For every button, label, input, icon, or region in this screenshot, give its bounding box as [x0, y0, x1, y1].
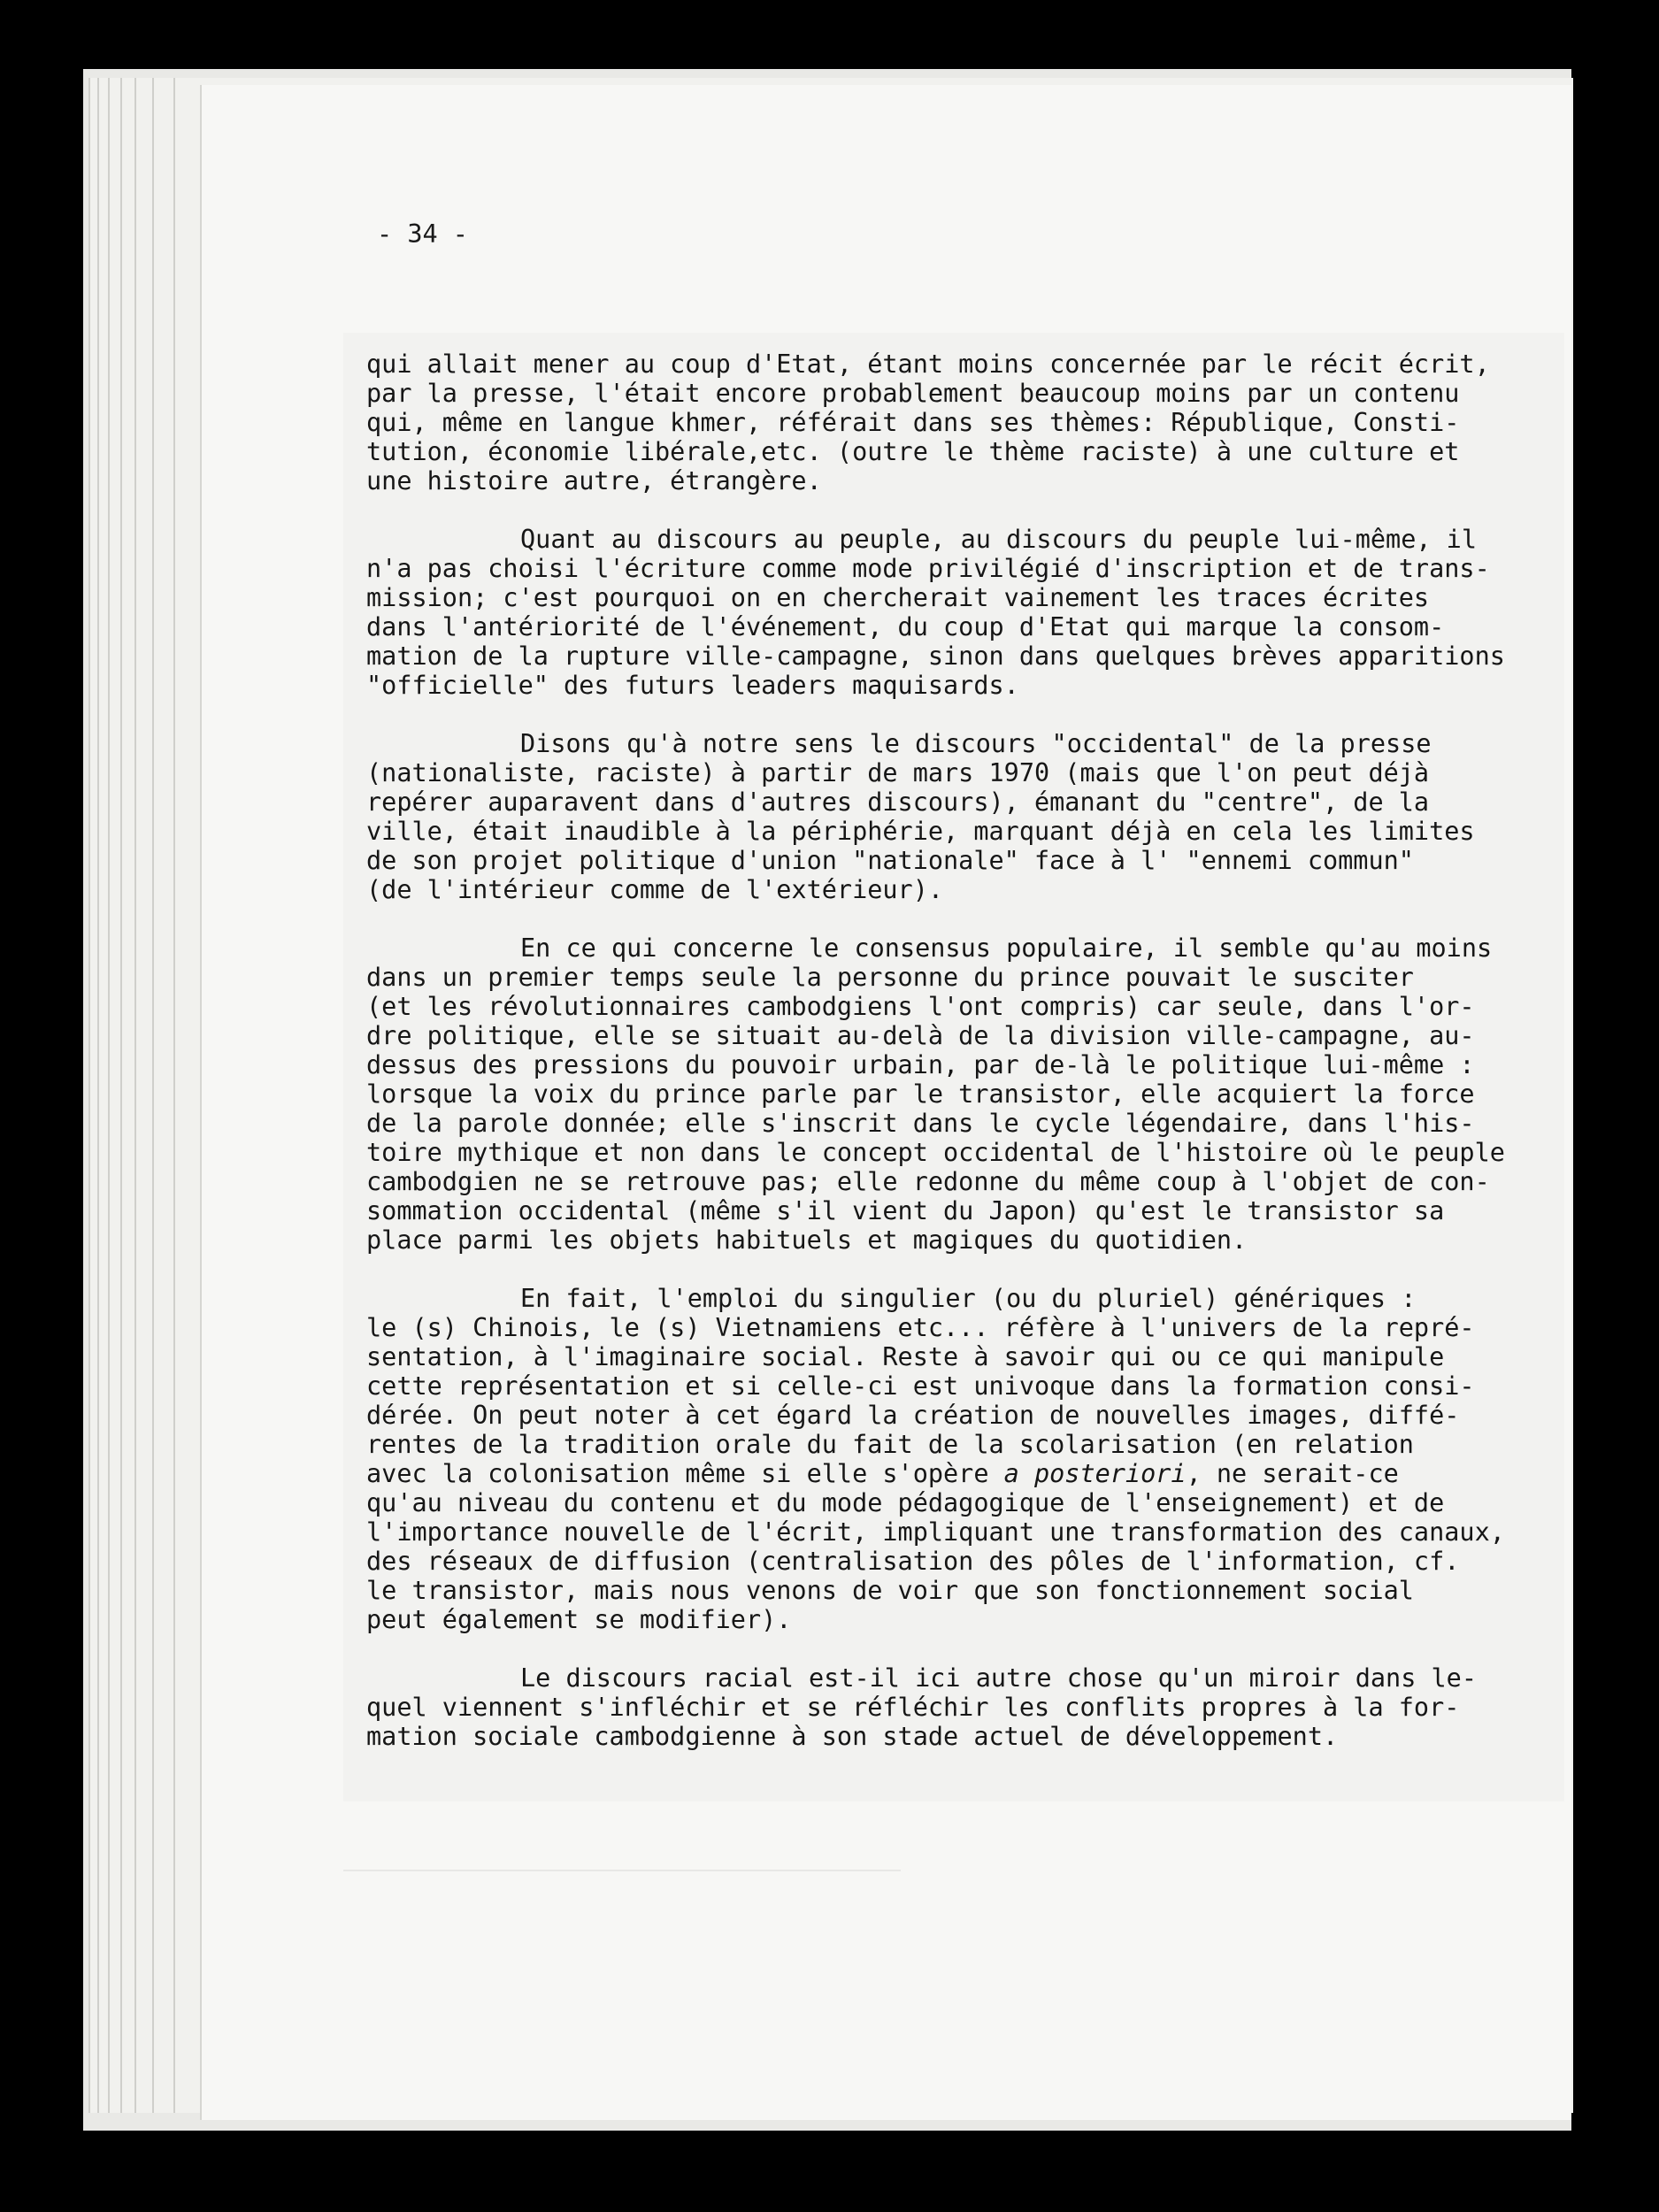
text-line: (nationaliste, raciste) à partir de mars 1970 (mais que l'on peut déjà — [366, 758, 1430, 787]
text-line: tution, économie libérale,etc. (outre le thème raciste) à une culture et — [366, 437, 1460, 466]
text-line: cette représentation et si celle-ci est univoque dans la formation consi- — [366, 1371, 1475, 1401]
text-line: dans un premier temps seule la personne du prince pouvait le susciter — [366, 963, 1414, 992]
text-line: de son projet politique d'union "nationale" face à l' "ennemi commun" — [366, 846, 1414, 875]
paragraph — [366, 1284, 1508, 1634]
text-line: mation de la rupture ville-campagne, sinon dans quelques brèves apparitions — [366, 641, 1505, 671]
text-line: des réseaux de diffusion (centralisation des pôles de l'information, cf. — [366, 1547, 1460, 1576]
text-line: dessus des pressions du pouvoir urbain, par de-là le politique lui-même : — [366, 1050, 1475, 1079]
text-line: dans l'antériorité de l'événement, du coup d'Etat qui marque la consom- — [366, 612, 1445, 641]
text-line: quel viennent s'infléchir et se réfléchir les conflits propres à la for- — [366, 1693, 1460, 1722]
text-line: (et les révolutionnaires cambodgiens l'ont compris) car seule, dans l'or- — [366, 992, 1475, 1021]
paragraph — [366, 1663, 1508, 1751]
text-line: peut également se modifier). — [366, 1605, 792, 1634]
text-line: avec la colonisation même si elle s'opère a posteriori, ne serait-ce — [366, 1459, 1399, 1488]
body-text — [366, 349, 1508, 1780]
paragraph — [366, 933, 1508, 1255]
text-line: Le discours racial est-il ici autre chose qu'un miroir dans le- — [520, 1663, 1477, 1693]
footnote-rule — [343, 1870, 901, 1871]
text-line: par la presse, l'était encore probablement beaucoup moins par un contenu — [366, 379, 1460, 408]
text-line: mission; c'est pourquoi on en chercherait vainement les traces écrites — [366, 583, 1430, 612]
text-line: lorsque la voix du prince parle par le transistor, elle acquiert la force — [366, 1079, 1475, 1109]
text-line: le (s) Chinois, le (s) Vietnamiens etc... réfère à l'univers de la repré- — [366, 1313, 1475, 1342]
text-line: l'importance nouvelle de l'écrit, impliquant une transformation des canaux, — [366, 1517, 1505, 1547]
text-line: Disons qu'à notre sens le discours "occidental" de la presse — [520, 729, 1432, 758]
text-line: mation sociale cambodgienne à son stade actuel de développement. — [366, 1722, 1339, 1751]
text-line: Quant au discours au peuple, au discours du peuple lui-même, il — [520, 525, 1477, 554]
page-number: - 34 - — [377, 219, 468, 249]
text-line: sommation occidental (même s'il vient du Japon) qu'est le transistor sa — [366, 1196, 1445, 1225]
text-line: En ce qui concerne le consensus populaire, il semble qu'au moins — [520, 933, 1493, 963]
text-line: (de l'intérieur comme de l'extérieur). — [366, 875, 944, 904]
text-line: cambodgien ne se retrouve pas; elle redonne du même coup à l'objet de con- — [366, 1167, 1490, 1196]
text-line: place parmi les objets habituels et magiques du quotidien. — [366, 1225, 1248, 1255]
paragraph — [366, 525, 1508, 700]
text-line: de la parole donnée; elle s'inscrit dans le cycle légendaire, dans l'his- — [366, 1109, 1475, 1138]
text-line: dre politique, elle se situait au-delà de la division ville-campagne, au- — [366, 1021, 1475, 1050]
text-line: rentes de la tradition orale du fait de la scolarisation (en relation — [366, 1430, 1414, 1459]
text-line: toire mythique et non dans le concept occidental de l'histoire où le peuple — [366, 1138, 1505, 1167]
text-line: En fait, l'emploi du singulier (ou du pluriel) génériques : — [520, 1284, 1417, 1313]
paragraph — [366, 729, 1508, 904]
text-line: une histoire autre, étrangère. — [366, 466, 822, 495]
text-line: qui allait mener au coup d'Etat, étant moins concernée par le récit écrit, — [366, 349, 1490, 379]
text-line: "officielle" des futurs leaders maquisards. — [366, 671, 1019, 700]
text-line: qui, même en langue khmer, référait dans ses thèmes: République, Consti- — [366, 408, 1460, 437]
text-line: dérée. On peut noter à cet égard la création de nouvelles images, diffé- — [366, 1401, 1460, 1430]
text-line: le transistor, mais nous venons de voir que son fonctionnement social — [366, 1576, 1414, 1605]
text-line: sentation, à l'imaginaire social. Reste à savoir qui ou ce qui manipule — [366, 1342, 1445, 1371]
text-line: n'a pas choisi l'écriture comme mode privilégié d'inscription et de trans- — [366, 554, 1490, 583]
text-line: qu'au niveau du contenu et du mode pédagogique de l'enseignement) et de — [366, 1488, 1445, 1517]
text-line: ville, était inaudible à la périphérie, marquant déjà en cela les limites — [366, 817, 1475, 846]
text-line: repérer auparavent dans d'autres discours), émanant du "centre", de la — [366, 787, 1430, 817]
paragraph — [366, 349, 1508, 495]
